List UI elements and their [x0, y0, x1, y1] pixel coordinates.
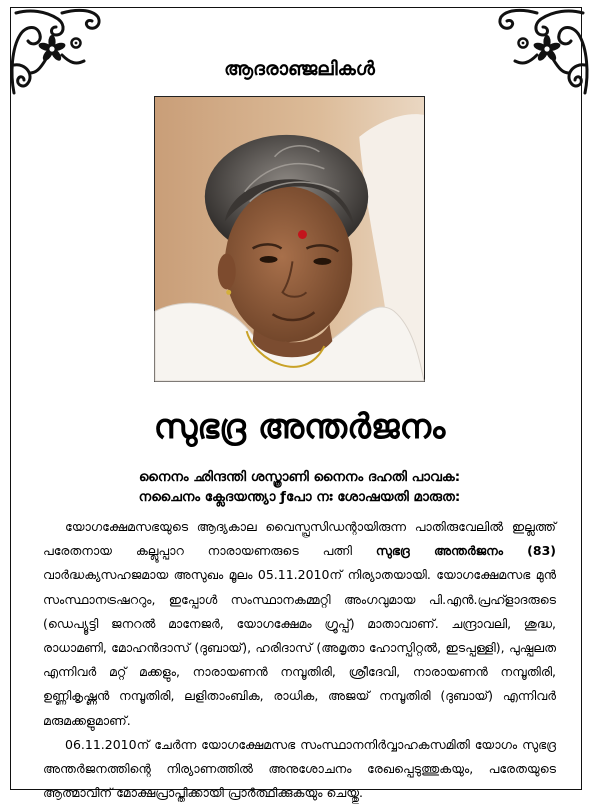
verse-line-2: നചൈനം ക്ലേദയന്ത്യാ ƒപോ നഃ ശോഷയതി മാരുത: [138, 489, 461, 505]
notice-heading: ആദരാഞ്ജലികൾ [224, 58, 375, 80]
verse-block [60, 467, 539, 507]
paragraph-1-rest: വാർദ്ധക്യസഹജമായ അസുഖം മൂലം 05.11.2010ന് നിര്യാതയായി. യോഗക്ഷേമസഭ മുൻ സംസ്ഥാനട്രഷററും, ഇപ്പോൾ സംസ്ഥാനകമ്മറ്റി അംഗവുമായ പി.എൻ.പ്രഹ്ളാദരുടെ (ഡെപ്യൂട്ടി ജനറൽ മാനേജർ, യോഗക്ഷേമം ഗ്രൂപ്പ്) മാതാവാണ്. ചന്ദ്രാവലി, ശുദ്ധ, രാധാമണി, മോഹൻദാസ് (ദുബായ്), ഹരിദാസ് (അമൃതാ ഹോസ്പിറ്റൽ, ഇടപ്പള്ളി), പുഷ്പലത എന്നിവർ മറ്റ് മക്കളും, നാരായണൻ നമ്പൂതിരി, ശ്രീദേവി, നാരായണൻ നമ്പൂതിരി, ഉണ്ണികൃഷ്ണൻ നമ്പൂതിരി, ലളിതാംബിക, രാധിക, അജയ് നമ്പൂതിരി (ദുബായ്) എന്നിവർ മരുമക്കളുമാണ്. [43, 567, 556, 728]
paragraph-1 [43, 515, 556, 733]
portrait-bindi [298, 230, 307, 239]
verse-line-1: നൈനം ഛിന്ദന്തി ശസ്ത്രാണി നൈനം ദഹതി പാവക: [138, 469, 461, 485]
portrait-eye-left [260, 256, 278, 263]
deceased-name: സുഭദ്ര അന്തർജനം [153, 407, 446, 447]
obituary-body [43, 515, 556, 801]
portrait-earring [226, 290, 231, 295]
portrait-image [155, 97, 424, 381]
portrait-eye-right [313, 258, 331, 265]
paragraph-1-name-bold: സുഭദ്ര അന്തർജനം (83) [375, 543, 556, 559]
paragraph-1-intro: യോഗക്ഷേമസഭയുടെ ആദ്യകാല വൈസ്പ്രസിഡന്റായിരുന്ന പാതിരുവേലിൽ ഇല്ലത്ത് പരേതനായ കല്ലൂപ്പാറ നാരായണരുടെ പത്നി [43, 519, 556, 559]
portrait-photo [154, 96, 425, 382]
portrait-ear [218, 253, 236, 289]
paragraph-2: 06.11.2010ന് ചേർന്ന യോഗക്ഷേമസഭ സംസ്ഥാനനിർവ്വാഹകസമിതി യോഗം സുഭദ്ര അന്തർജനത്തിന്റെ നിര്യാണത്തിൽ അനുശോചനം രേഖപ്പെടുത്തുകയും, പരേതയുടെ ആത്മാവിന് മോക്ഷപ്രാപ്തിക്കായി പ്രാർത്ഥിക്കുകയും ചെയ്തു. [43, 736, 556, 801]
